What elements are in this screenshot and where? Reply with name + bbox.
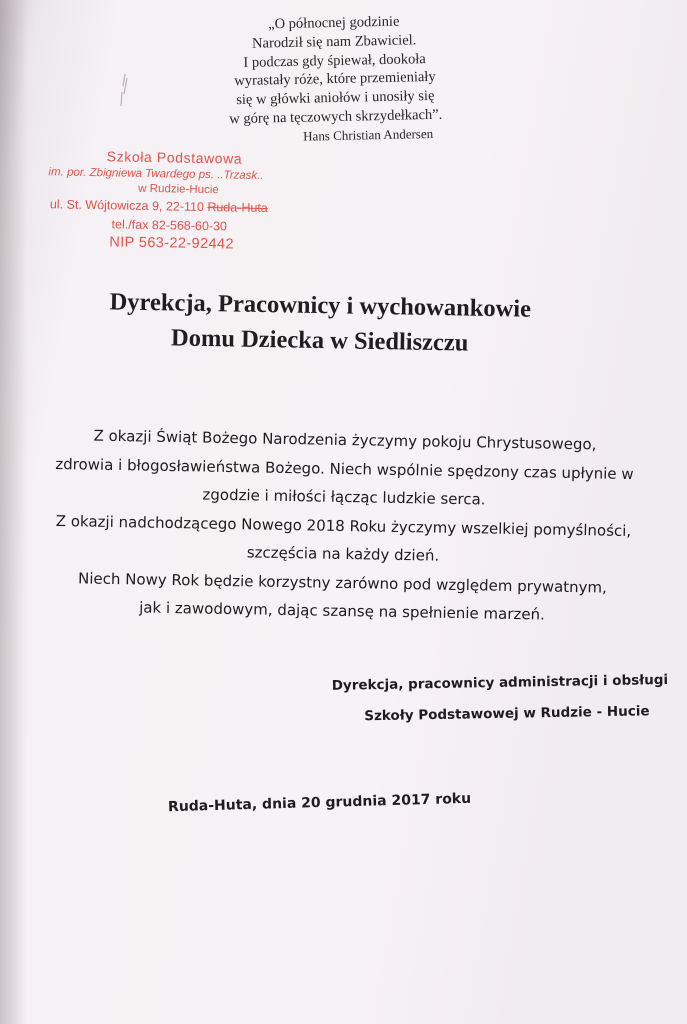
stamp-patron: im. por. Zbigniewa Twardego ps. ..Trzask.. (48, 166, 264, 183)
body-line: szczęścia na każdy dzień. (246, 543, 440, 565)
poem-author: Hans Christian Andersen (303, 125, 434, 144)
letter-date: Ruda-Huta, dnia 20 grudnia 2017 roku (167, 790, 472, 816)
poem-quote (189, 11, 482, 149)
poem-line: I podczas gdy śpiewał, dookoła (243, 50, 426, 71)
poem-line: Narodził się nam Zbawiciel. (251, 32, 417, 52)
heading-line: Dyrekcja, Pracownicy i wychowankowie (109, 288, 532, 323)
poem-line: się w główki aniołów i unosiły się (236, 88, 435, 109)
body-line: zdrowia i błogosławieństwa Bożego. Niech wspólnie spędzony czas upłynie w (55, 454, 634, 483)
body-line: zgodzie i miłości łącząc ludzkie serca. (202, 485, 486, 509)
signature-line: Dyrekcja, pracownicy administracji i obsługi (331, 671, 669, 694)
signature-line: Szkoły Podstawowej w Rudzie - Hucie (364, 703, 650, 725)
body-line: Z okazji Świąt Bożego Narodzenia życzymy pokoju Chrystusowego, (93, 426, 597, 454)
poem-line: „O północnej godzinie (268, 13, 400, 33)
stamp-location: w Rudzie-Hucie (138, 182, 219, 197)
stamp-address-street: ul. St. Wójtowicza 9, 22-110 (49, 197, 208, 215)
signature-block (299, 665, 687, 734)
poem-line: wyrastały róże, które przemieniały (234, 69, 436, 90)
letter-heading (19, 283, 620, 363)
stamp-address-city: Ruda-Huta (207, 200, 268, 216)
body-line: Niech Nowy Rok będzie korzystny zarówno pod względem prywatnym, (77, 568, 608, 597)
stamp-nip: NIP 563-22-92442 (109, 234, 235, 253)
stamp-school-name: Szkoła Podstawowa (106, 148, 243, 167)
pencil-mark-icon (116, 72, 134, 112)
poem-line: w górę na tęczowych skrzydełkach”. (229, 106, 443, 128)
greeting-body (0, 420, 687, 631)
body-line: jak i zawodowym, dając szansę na spełnienie marzeń. (138, 598, 546, 624)
body-line: Z okazji nadchodzącego Nowego 2018 Roku życzymy wszelkiej pomyślności, (55, 511, 632, 540)
stamp-phone: tel./fax 82-568-60-30 (111, 217, 228, 234)
school-stamp (39, 147, 371, 256)
heading-line: Domu Dziecka w Siedliszczu (170, 324, 469, 357)
